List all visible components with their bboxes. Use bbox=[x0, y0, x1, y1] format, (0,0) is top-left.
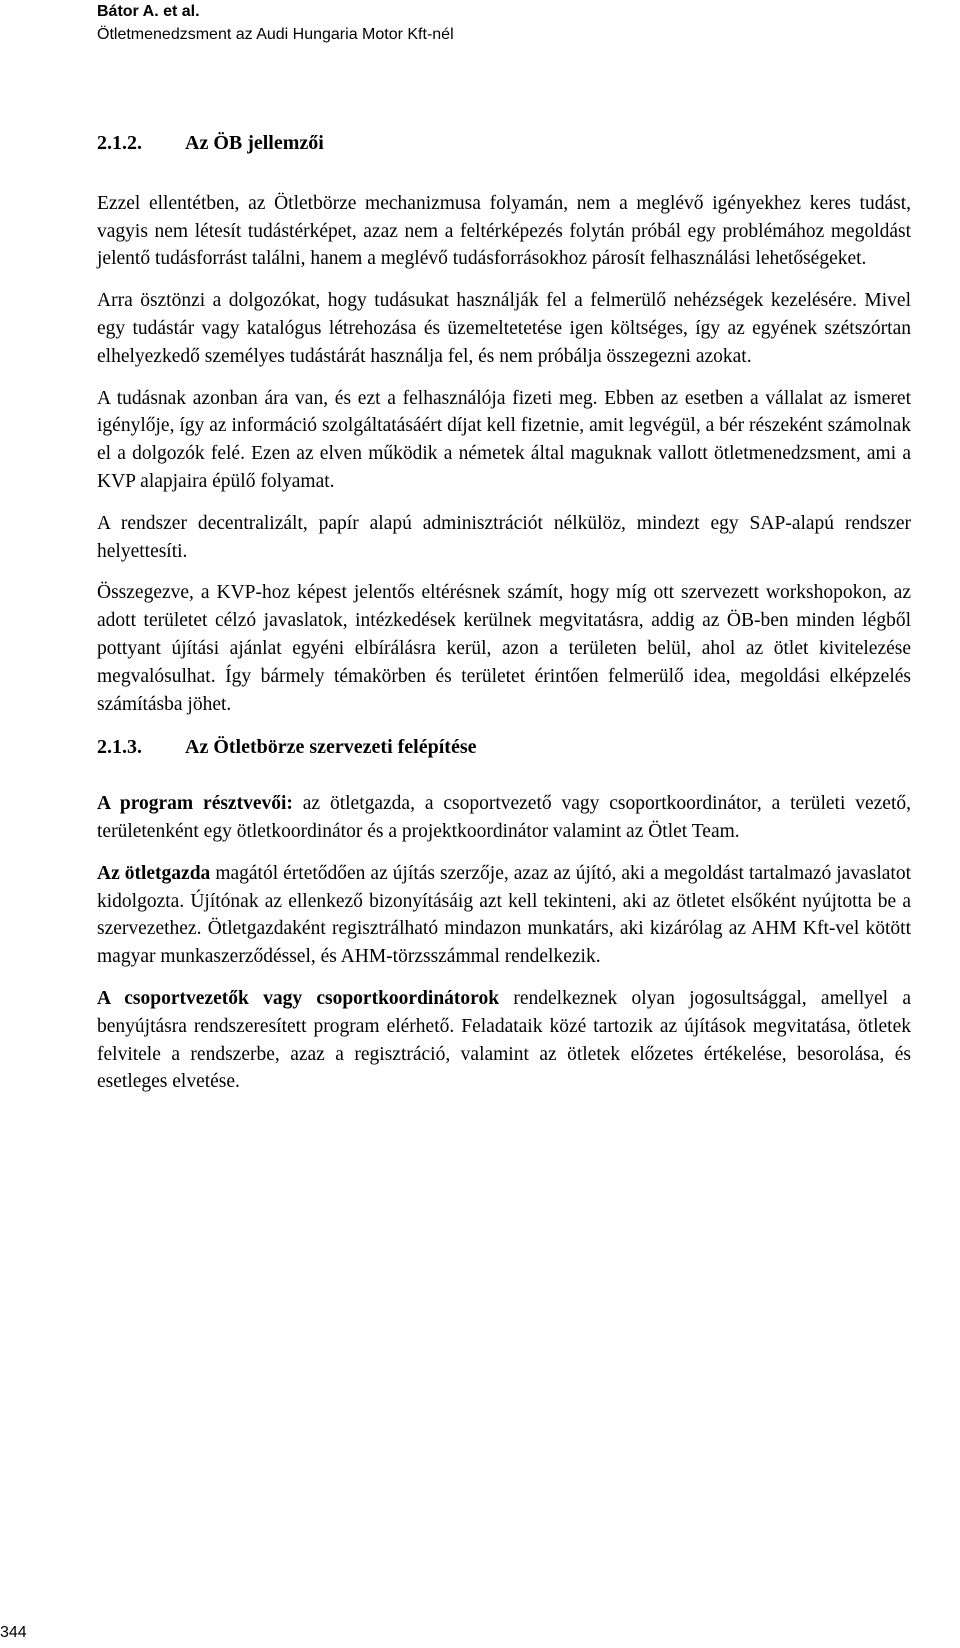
page-number: 344 bbox=[0, 1624, 27, 1641]
document-body bbox=[97, 130, 911, 1110]
section-heading bbox=[97, 734, 911, 762]
section-heading bbox=[97, 130, 911, 158]
section-number: 2.1.3. bbox=[97, 736, 142, 759]
paragraph-lead: A program résztvevői: bbox=[97, 793, 293, 815]
paragraph: A tudásnak azonban ára van, és ezt a felhasználója fizeti meg. Ebben az esetben a vállalat az ismeret igénylője, így az információ szolgáltatásáért díjat kell fizetnie, amit legvégül, a bér részeként számolnak el a dolgozók felé. Ezen az elven működik a németek által maguknak vallott ötletmenedzsment, ami a KVP alapjaira épülő folyamat. bbox=[97, 387, 911, 492]
header-author: Bátor A. et al. bbox=[97, 3, 200, 20]
page-header bbox=[97, 0, 454, 46]
section-title: Az Ötletbörze szervezeti felépítése bbox=[185, 736, 477, 759]
paragraph bbox=[97, 860, 911, 971]
paragraph-lead: A csoportvezetők vagy csoportkoordinátorok bbox=[97, 987, 500, 1009]
paragraph: Ezzel ellentétben, az Ötletbörze mechanizmusa folyamán, nem a meglévő igényekhez keres tudást, vagyis nem létesít tudástérképet, azaz nem a feltérképezés folytán próbál egy problémához megoldást jelentő tudásforrást találni, hanem a meglévő tudásforrásokhoz párosít felhasználási lehetőségeket. bbox=[97, 192, 911, 270]
paragraph: Összegezve, a KVP-hoz képest jelentős eltérésnek számít, hogy míg ott szervezett workshopokon, az adott területet célzó javaslatok, intézkedések kerülnek megvitatásra, addig az ÖB-ben minden légből pottyant újítási ajánlat egyéni elbírálásra kerül, azon a területen belül, ahol az ötlet kivitelezése megvalósulhat. Így bármely témakörben és területet érintően felmerülő idea, megoldási elképzelés számításba jöhet. bbox=[97, 582, 911, 715]
paragraph bbox=[97, 790, 911, 846]
section-number: 2.1.2. bbox=[97, 132, 142, 154]
paragraph-text: az ötletgazda, a csoportvezető vagy csoportkoordinátor, a területi vezető, területenként egy ötletkoordinátor és a projektkoordinátor valamint az Ötlet Team. bbox=[97, 793, 911, 842]
section-title: Az ÖB jellemzői bbox=[185, 132, 324, 154]
paragraph bbox=[97, 985, 911, 1096]
paragraph: Arra ösztönzi a dolgozókat, hogy tudásukat használják fel a felmerülő nehézségek kezelésére. Mivel egy tudástár vagy katalógus létrehozása és üzemeltetetése igen költséges, így az egyének szétszórtan elhelyezkedő személyes tudástárát használja fel, és nem próbálja összegezni azokat. bbox=[97, 290, 911, 367]
paragraph-text: rendelkeznek olyan jogosultsággal, amellyel a benyújtásra rendszeresített program elérhető. Feladataik közé tartozik az újítások megvitatása, ötletek felvitele a rendszerbe, azaz a regisztráció, valamint az ötletek előzetes értékelése, besorolása, és esetleges elvetése. bbox=[97, 987, 911, 1093]
paragraph-lead: Az ötletgazda bbox=[97, 862, 211, 884]
paragraph-text: magától értetődően az újítás szerzője, azaz az újító, aki a megoldást tartalmazó javaslatot kidolgozta. Újítónak az ellenkező bizonyításáig azt kell tekinteni, aki az ötletet elsőként nyújtotta be a szervezethez. Ötletgazdaként regisztrálható mindazon munkatárs, aki kizárólag az AHM Kft-vel kötött magyar munkaszerződéssel, és AHM-törzsszámmal rendelkezik. bbox=[97, 862, 911, 968]
paragraph: A rendszer decentralizált, papír alapú adminisztrációt nélkülöz, mindezt egy SAP-alapú rendszer helyettesíti. bbox=[97, 512, 911, 562]
header-subtitle: Ötletmenedzsment az Audi Hungaria Motor Kft-nél bbox=[97, 26, 454, 43]
